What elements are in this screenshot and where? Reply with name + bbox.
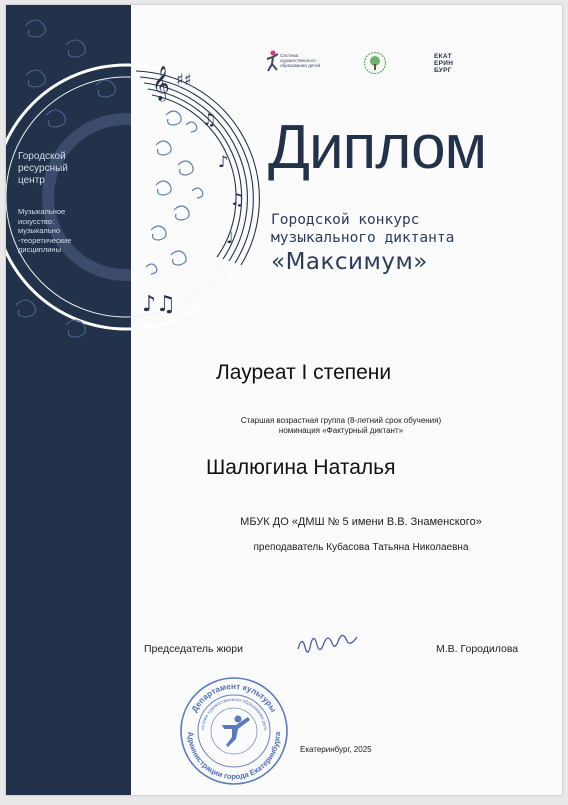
jury-chair-label: Председатель жюри	[144, 643, 244, 655]
subtitle-line: Музыкальное	[18, 207, 66, 216]
logo-text: Система	[280, 53, 299, 58]
subtitle-line: дисциплины	[18, 245, 61, 254]
contest-line: музыкального диктанта	[271, 230, 455, 246]
svg-text:♫: ♫	[230, 190, 245, 209]
dancer-icon	[222, 716, 250, 748]
contest-line: Городской конкурс	[271, 212, 420, 228]
award-heading: Лауреат I степени	[216, 361, 392, 384]
jury-chair-name: М.В. Городилова	[436, 643, 519, 655]
logo-text: образования детей	[280, 63, 321, 68]
svg-text:♩: ♩	[226, 228, 234, 247]
subtitle-line: -теоретические	[18, 235, 72, 245]
svg-text:♪: ♪	[218, 152, 229, 171]
art-education-system-logo	[264, 49, 334, 75]
city-and-year: Екатеринбург, 2025	[300, 745, 372, 754]
stamp-bottom-text: Администрации города Екатеринбурга	[185, 731, 283, 782]
logo-text: ЕКАТ	[434, 53, 452, 60]
logo-text: БУРГ	[434, 67, 452, 74]
recipient-name: Шалюгина Наталья	[206, 456, 396, 479]
logo-text: ЕРИН	[434, 60, 454, 67]
signature	[294, 629, 364, 659]
resource-center-title	[18, 151, 68, 187]
school-name: МБУК ДО «ДМШ № 5 имени В.В. Знаменского»	[240, 516, 482, 528]
dancer-icon	[264, 49, 280, 73]
stamp-top-text: Департамент культуры	[189, 681, 279, 714]
category-block	[206, 416, 476, 436]
title-line: Городской	[18, 151, 66, 162]
svg-text:♯♯: ♯♯	[176, 70, 192, 89]
stamp-inner-text: истема художественного образования дете	[200, 696, 269, 731]
contest-block	[271, 211, 454, 277]
nomination: номинация «Фактурный диктант»	[278, 426, 404, 435]
diploma-title: Диплом	[268, 113, 487, 182]
title-line: центр	[18, 175, 45, 186]
treble-clef-icon: 𝄞	[152, 66, 170, 101]
tree-emblem-icon	[363, 51, 387, 75]
age-group: Старшая возрастная группа (8-летний срок обучения)	[240, 416, 442, 425]
logo-text: художественного	[280, 58, 316, 63]
subtitle-line: искусство:	[18, 216, 55, 226]
subtitle-line: музыкально	[18, 226, 61, 235]
title-line: ресурсный	[18, 163, 68, 174]
resource-center-subtitle	[18, 207, 71, 255]
teacher-name: преподаватель Кубасова Татьяна Николаевна	[253, 542, 469, 553]
svg-text:♫: ♫	[202, 110, 217, 129]
svg-text:♪♫: ♪♫	[142, 292, 176, 317]
diploma-page	[6, 5, 562, 795]
ekaterinburg-logo	[434, 53, 456, 75]
official-stamp	[178, 675, 290, 787]
contest-name: «Максимум»	[271, 249, 428, 275]
